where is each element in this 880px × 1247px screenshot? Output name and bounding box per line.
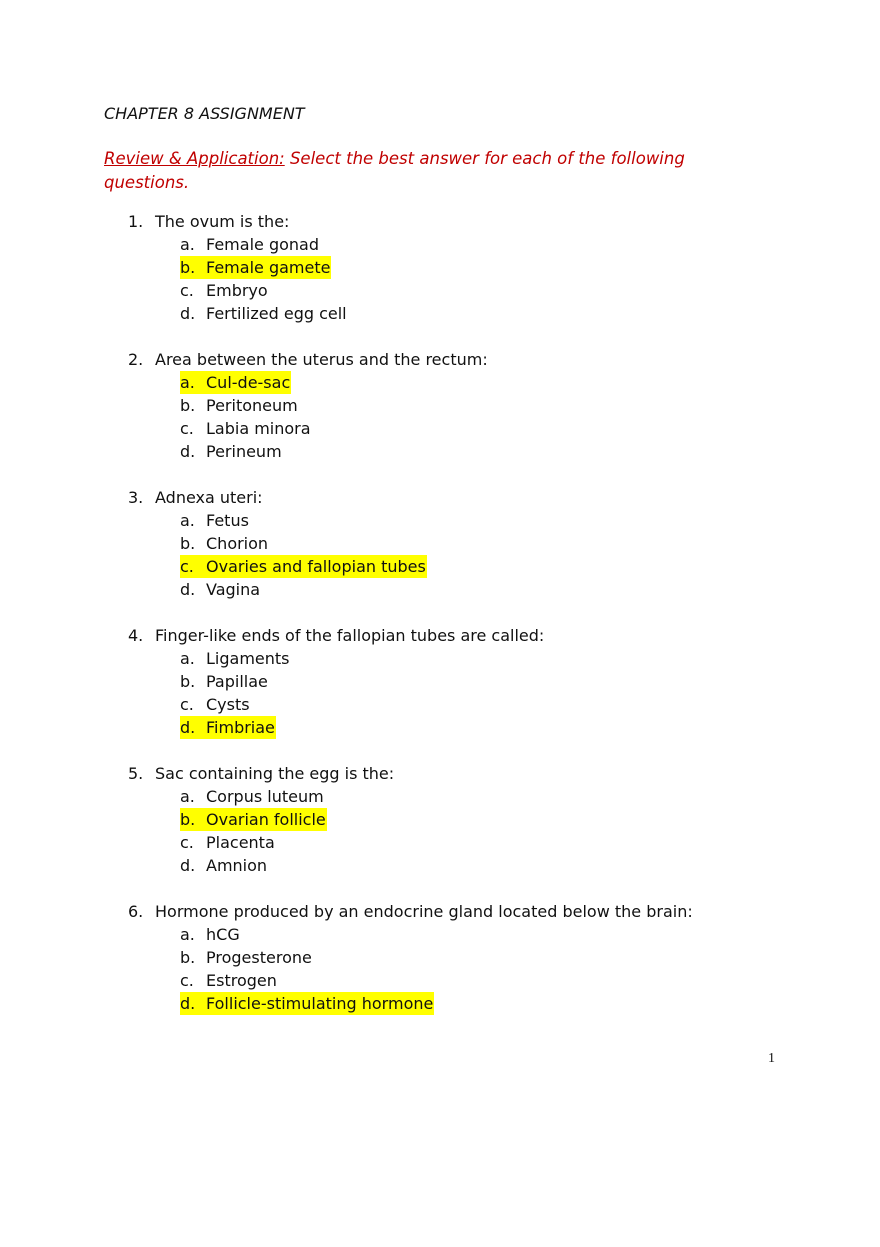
option-letter: b. bbox=[180, 948, 196, 967]
answer-option bbox=[180, 969, 768, 992]
answer-option bbox=[180, 279, 768, 302]
option-text: Female gamete bbox=[206, 258, 331, 277]
answer-option-body bbox=[180, 785, 325, 808]
question-2 bbox=[128, 348, 768, 463]
option-text: Cysts bbox=[206, 695, 250, 714]
question-1 bbox=[128, 210, 768, 325]
option-text: Perineum bbox=[206, 442, 282, 461]
answer-option bbox=[180, 394, 768, 417]
option-letter: b. bbox=[180, 672, 196, 691]
option-letter: b. bbox=[180, 396, 196, 415]
option-letter: a. bbox=[180, 511, 195, 530]
option-text: Labia minora bbox=[206, 419, 311, 438]
answer-option bbox=[180, 923, 768, 946]
answer-options bbox=[128, 371, 768, 463]
question-list bbox=[128, 210, 768, 1038]
answer-option-body bbox=[180, 440, 283, 463]
answer-option-body bbox=[180, 854, 268, 877]
answer-option bbox=[180, 371, 768, 394]
page-number: 1 bbox=[768, 1051, 775, 1066]
question-text: The ovum is the: bbox=[155, 212, 290, 231]
answer-option-body bbox=[180, 279, 269, 302]
answer-option bbox=[180, 578, 768, 601]
option-text: Ovaries and fallopian tubes bbox=[206, 557, 426, 576]
question-stem bbox=[128, 624, 768, 647]
answer-option bbox=[180, 233, 768, 256]
instructions bbox=[104, 147, 764, 195]
question-text: Adnexa uteri: bbox=[155, 488, 263, 507]
instructions-lead: Review & Application: bbox=[104, 149, 285, 168]
option-letter: a. bbox=[180, 649, 195, 668]
question-3 bbox=[128, 486, 768, 601]
answer-option bbox=[180, 785, 768, 808]
option-letter: c. bbox=[180, 833, 194, 852]
option-text: Papillae bbox=[206, 672, 268, 691]
option-letter: d. bbox=[180, 304, 196, 323]
answer-options bbox=[128, 785, 768, 877]
option-text: Estrogen bbox=[206, 971, 277, 990]
answer-option-body bbox=[180, 371, 291, 394]
option-letter: d. bbox=[180, 856, 196, 875]
option-letter: b. bbox=[180, 534, 196, 553]
question-stem bbox=[128, 762, 768, 785]
question-stem bbox=[128, 210, 768, 233]
answer-option bbox=[180, 693, 768, 716]
answer-option-body bbox=[180, 578, 261, 601]
question-number: 5. bbox=[128, 764, 144, 783]
option-letter: a. bbox=[180, 787, 195, 806]
answer-option-body bbox=[180, 647, 291, 670]
answer-option bbox=[180, 302, 768, 325]
answer-option bbox=[180, 946, 768, 969]
answer-options bbox=[128, 647, 768, 739]
instructions-text: Select the best answer for each of the following questions. bbox=[104, 149, 685, 192]
answer-option-body bbox=[180, 831, 276, 854]
question-4 bbox=[128, 624, 768, 739]
option-letter: c. bbox=[180, 281, 194, 300]
answer-option-body bbox=[180, 555, 427, 578]
option-letter: a. bbox=[180, 373, 195, 392]
answer-option bbox=[180, 647, 768, 670]
answer-option bbox=[180, 670, 768, 693]
option-text: Corpus luteum bbox=[206, 787, 324, 806]
option-text: Follicle-stimulating hormone bbox=[206, 994, 434, 1013]
answer-option bbox=[180, 509, 768, 532]
answer-options bbox=[128, 509, 768, 601]
answer-option bbox=[180, 555, 768, 578]
answer-option bbox=[180, 532, 768, 555]
question-stem bbox=[128, 900, 768, 923]
option-text: Ovarian follicle bbox=[206, 810, 326, 829]
option-text: Vagina bbox=[206, 580, 261, 599]
answer-option-body bbox=[180, 509, 250, 532]
option-text: Fertilized egg cell bbox=[206, 304, 347, 323]
option-letter: a. bbox=[180, 235, 195, 254]
option-text: Progesterone bbox=[206, 948, 312, 967]
question-number: 3. bbox=[128, 488, 144, 507]
answer-option-body bbox=[180, 693, 251, 716]
answer-option-body bbox=[180, 233, 320, 256]
question-text: Sac containing the egg is the: bbox=[155, 764, 395, 783]
answer-option-body bbox=[180, 946, 313, 969]
option-letter: b. bbox=[180, 810, 196, 829]
option-text: hCG bbox=[206, 925, 240, 944]
option-text: Fetus bbox=[206, 511, 249, 530]
question-text: Area between the uterus and the rectum: bbox=[155, 350, 488, 369]
option-letter: c. bbox=[180, 419, 194, 438]
answer-option bbox=[180, 716, 768, 739]
option-letter: c. bbox=[180, 971, 194, 990]
answer-options bbox=[128, 923, 768, 1015]
answer-option-body bbox=[180, 670, 269, 693]
option-text: Embryo bbox=[206, 281, 268, 300]
answer-option bbox=[180, 808, 768, 831]
answer-option-body bbox=[180, 256, 331, 279]
answer-option bbox=[180, 256, 768, 279]
option-letter: c. bbox=[180, 557, 194, 576]
answer-option bbox=[180, 854, 768, 877]
option-text: Amnion bbox=[206, 856, 268, 875]
answer-option bbox=[180, 831, 768, 854]
option-text: Female gonad bbox=[206, 235, 319, 254]
option-letter: c. bbox=[180, 695, 194, 714]
option-text: Fimbriae bbox=[206, 718, 275, 737]
question-text: Hormone produced by an endocrine gland located below the brain: bbox=[155, 902, 693, 921]
answer-option-body bbox=[180, 302, 348, 325]
question-number: 4. bbox=[128, 626, 144, 645]
answer-option-body bbox=[180, 808, 327, 831]
chapter-title: CHAPTER 8 ASSIGNMENT bbox=[104, 104, 305, 123]
answer-options bbox=[128, 233, 768, 325]
option-letter: b. bbox=[180, 258, 196, 277]
question-5 bbox=[128, 762, 768, 877]
option-text: Ligaments bbox=[206, 649, 290, 668]
option-letter: d. bbox=[180, 718, 196, 737]
question-number: 1. bbox=[128, 212, 144, 231]
question-stem bbox=[128, 348, 768, 371]
option-letter: d. bbox=[180, 580, 196, 599]
answer-option-body bbox=[180, 394, 299, 417]
option-letter: d. bbox=[180, 994, 196, 1013]
option-text: Peritoneum bbox=[206, 396, 298, 415]
answer-option bbox=[180, 440, 768, 463]
question-text: Finger-like ends of the fallopian tubes are called: bbox=[155, 626, 545, 645]
option-letter: d. bbox=[180, 442, 196, 461]
answer-option-body bbox=[180, 716, 276, 739]
option-letter: a. bbox=[180, 925, 195, 944]
option-text: Chorion bbox=[206, 534, 269, 553]
question-stem bbox=[128, 486, 768, 509]
answer-option-body bbox=[180, 969, 278, 992]
answer-option-body bbox=[180, 992, 434, 1015]
answer-option-body bbox=[180, 417, 312, 440]
answer-option-body bbox=[180, 532, 269, 555]
answer-option bbox=[180, 992, 768, 1015]
answer-option-body bbox=[180, 923, 241, 946]
option-text: Cul-de-sac bbox=[206, 373, 291, 392]
question-number: 6. bbox=[128, 902, 144, 921]
option-text: Placenta bbox=[206, 833, 275, 852]
answer-option bbox=[180, 417, 768, 440]
question-number: 2. bbox=[128, 350, 144, 369]
question-6 bbox=[128, 900, 768, 1015]
